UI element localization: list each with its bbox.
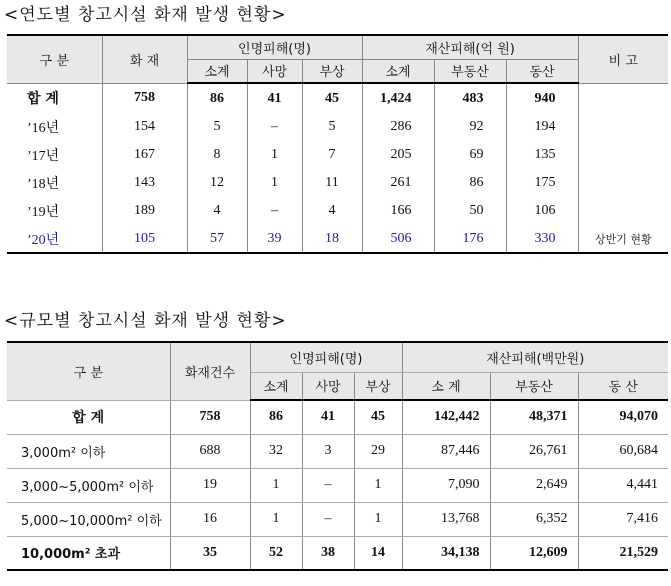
cell-property-real: 50 [434,197,506,225]
header-property-group: 재산피해(백만원) [402,342,668,372]
row-label: 5,000~10,000m² 이하 [7,502,170,536]
cell-casualty-injury: 45 [354,400,402,434]
header-category: 구 분 [7,35,102,83]
cell-property-total: 1,424 [362,83,434,113]
yearly-fire-table [7,34,668,254]
cell-fires: 19 [170,468,250,502]
cell-property-real: 2,649 [490,468,578,502]
cell-property-real: 48,371 [490,400,578,434]
cell-casualty-total: 32 [250,434,302,468]
cell-fires: 688 [170,434,250,468]
table-row [7,225,668,253]
cell-note [578,113,668,141]
cell-property-movable: 194 [506,113,578,141]
header-casualty-injury: 부상 [302,59,362,83]
row-label: ’17년 [7,141,102,169]
cell-property-total: 205 [362,141,434,169]
cell-property-total: 286 [362,113,434,141]
header-category: 구 분 [7,342,170,400]
cell-note: 상반기 현황 [578,225,668,253]
cell-casualty-death: 41 [302,400,354,434]
table-row [7,468,668,502]
cell-casualty-injury: 4 [302,197,362,225]
header-casualty-death: 사망 [247,59,302,83]
row-label: 10,000m² 초과 [7,536,170,570]
cell-property-movable: 940 [506,83,578,113]
table-row [7,83,668,113]
cell-property-movable: 94,070 [578,400,668,434]
cell-property-movable: 7,416 [578,502,668,536]
cell-property-total: 7,090 [402,468,490,502]
cell-fires: 167 [102,141,187,169]
table-row [7,434,668,468]
cell-property-movable: 175 [506,169,578,197]
cell-casualty-death: 39 [247,225,302,253]
cell-casualty-death: – [247,113,302,141]
header-property-total: 소 계 [402,372,490,400]
row-label: ’19년 [7,197,102,225]
cell-casualty-total: 5 [187,113,247,141]
cell-casualty-injury: 1 [354,468,402,502]
cell-casualty-injury: 5 [302,113,362,141]
table-row [7,197,668,225]
cell-fires: 758 [170,400,250,434]
cell-casualty-total: 52 [250,536,302,570]
header-fires: 화 재 [102,35,187,83]
header-property-total: 소계 [362,59,434,83]
cell-casualty-injury: 14 [354,536,402,570]
size-fire-table [7,341,668,571]
row-label: ’20년 [7,225,102,253]
cell-casualty-death: – [302,468,354,502]
cell-casualty-injury: 7 [302,141,362,169]
header-casualty-injury: 부상 [354,372,402,400]
cell-casualty-injury: 1 [354,502,402,536]
row-label: ’16년 [7,113,102,141]
table1-title: <연도별 창고시설 화재 발생 현황> [4,5,287,25]
cell-property-real: 483 [434,83,506,113]
cell-note [578,197,668,225]
cell-casualty-death: 1 [247,141,302,169]
cell-fires: 758 [102,83,187,113]
header-fires: 화재건수 [170,342,250,400]
cell-property-total: 34,138 [402,536,490,570]
header-property-movable: 동 산 [578,372,668,400]
cell-property-total: 166 [362,197,434,225]
cell-casualty-death: 38 [302,536,354,570]
cell-casualty-total: 1 [250,502,302,536]
cell-property-movable: 4,441 [578,468,668,502]
cell-casualty-injury: 18 [302,225,362,253]
cell-property-real: 86 [434,169,506,197]
cell-casualty-total: 4 [187,197,247,225]
header-casualty-group: 인명피해(명) [250,342,402,372]
cell-casualty-injury: 29 [354,434,402,468]
cell-casualty-death: 41 [247,83,302,113]
cell-casualty-total: 1 [250,468,302,502]
header-remarks: 비 고 [578,35,668,83]
header-property-group: 재산피해(억 원) [362,35,578,59]
cell-casualty-death: 3 [302,434,354,468]
cell-casualty-death: – [302,502,354,536]
cell-property-total: 261 [362,169,434,197]
table-row [7,502,668,536]
header-casualty-group: 인명피해(명) [187,35,362,59]
cell-property-total: 142,442 [402,400,490,434]
cell-casualty-death: 1 [247,169,302,197]
row-label: 합 계 [7,83,102,113]
cell-property-movable: 60,684 [578,434,668,468]
table-row [7,400,668,434]
cell-fires: 105 [102,225,187,253]
cell-property-total: 13,768 [402,502,490,536]
table2-title: <규모별 창고시설 화재 발생 현황> [4,311,287,331]
table-row [7,113,668,141]
cell-note [578,169,668,197]
header-property-movable: 동산 [506,59,578,83]
row-label: 합 계 [7,400,170,434]
row-label: 3,000~5,000m² 이하 [7,468,170,502]
cell-fires: 16 [170,502,250,536]
cell-property-real: 92 [434,113,506,141]
cell-fires: 154 [102,113,187,141]
row-label: 3,000m² 이하 [7,434,170,468]
cell-fires: 143 [102,169,187,197]
header-casualty-total: 소계 [187,59,247,83]
cell-note [578,83,668,113]
cell-property-real: 26,761 [490,434,578,468]
row-label: ’18년 [7,169,102,197]
cell-property-movable: 330 [506,225,578,253]
header-casualty-total: 소계 [250,372,302,400]
cell-casualty-total: 86 [187,83,247,113]
cell-casualty-injury: 45 [302,83,362,113]
header-casualty-death: 사망 [302,372,354,400]
cell-property-real: 176 [434,225,506,253]
cell-property-movable: 106 [506,197,578,225]
cell-property-movable: 135 [506,141,578,169]
cell-property-total: 506 [362,225,434,253]
cell-fires: 189 [102,197,187,225]
cell-property-real: 6,352 [490,502,578,536]
cell-casualty-total: 57 [187,225,247,253]
cell-casualty-total: 12 [187,169,247,197]
cell-fires: 35 [170,536,250,570]
header-property-real: 부동산 [490,372,578,400]
cell-property-movable: 21,529 [578,536,668,570]
table-row [7,536,668,570]
cell-casualty-death: – [247,197,302,225]
table-row [7,169,668,197]
cell-property-real: 69 [434,141,506,169]
cell-property-total: 87,446 [402,434,490,468]
cell-note [578,141,668,169]
cell-casualty-injury: 11 [302,169,362,197]
cell-casualty-total: 86 [250,400,302,434]
cell-casualty-total: 8 [187,141,247,169]
table-row [7,141,668,169]
header-property-real: 부동산 [434,59,506,83]
cell-property-real: 12,609 [490,536,578,570]
